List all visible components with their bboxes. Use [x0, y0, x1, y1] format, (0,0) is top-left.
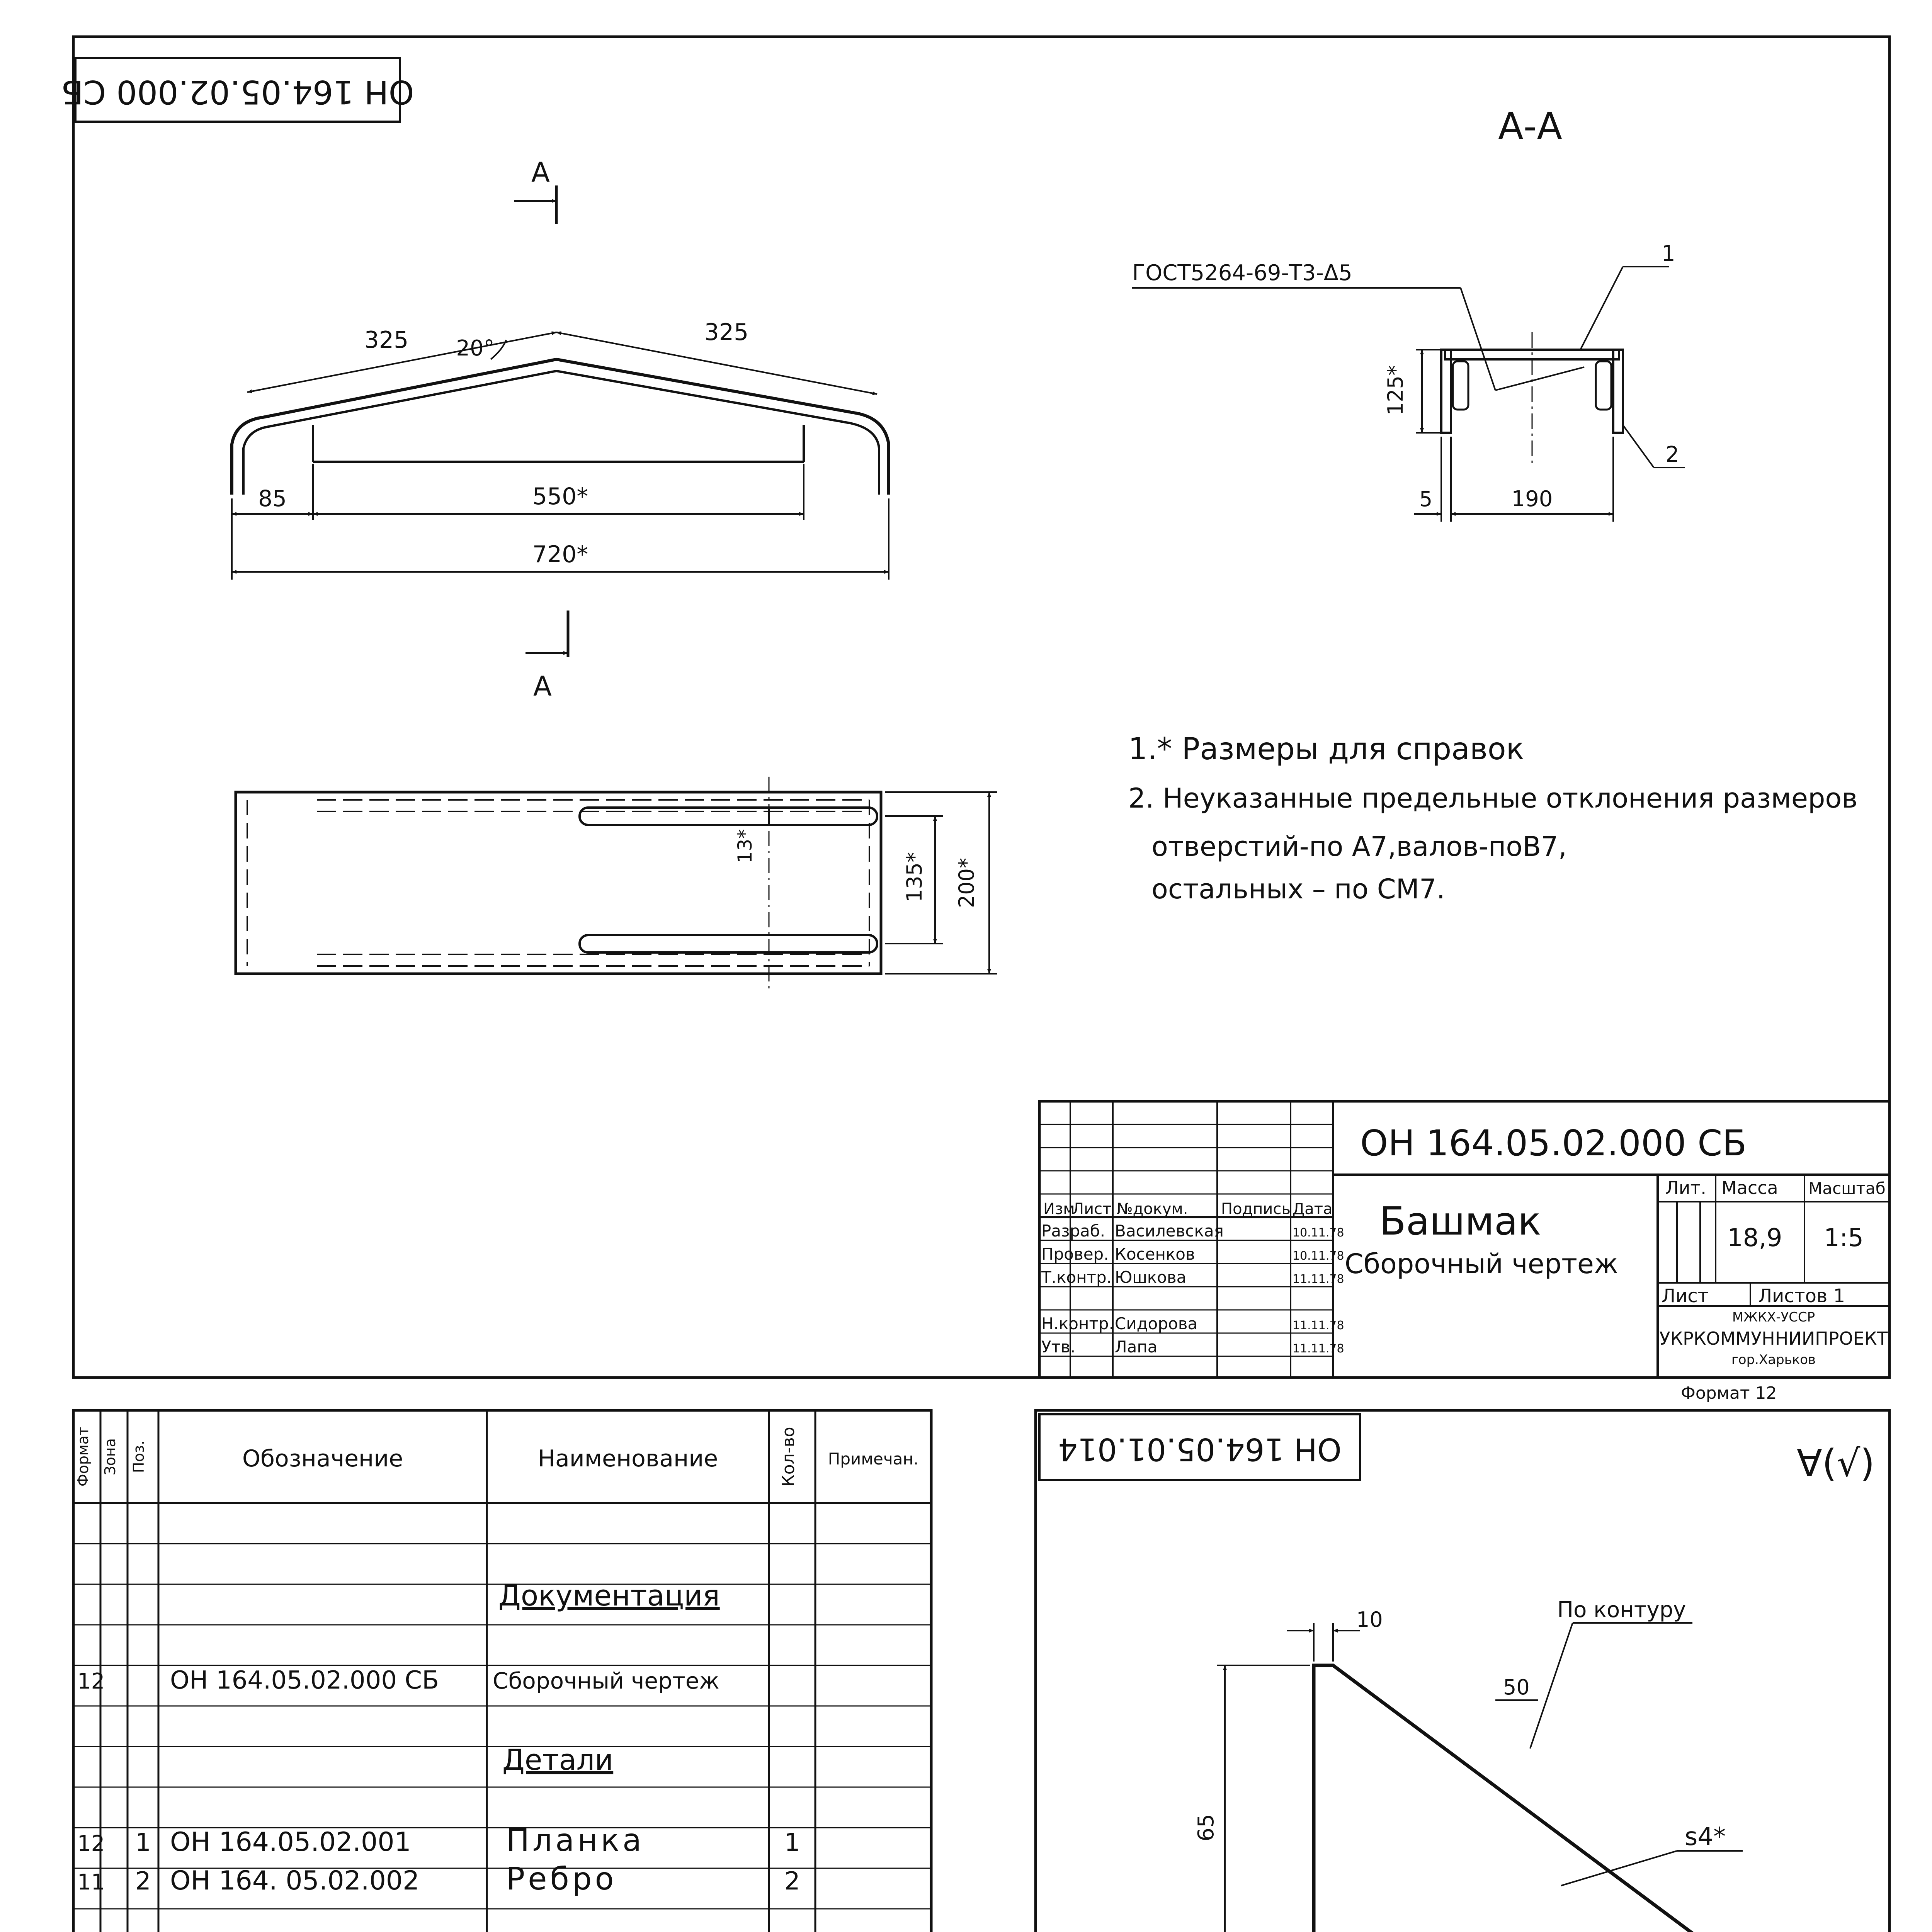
tb-person: Лапа	[1115, 1337, 1158, 1356]
dim-13: 13*	[734, 829, 756, 864]
tb-date: 11.11.78	[1293, 1319, 1344, 1332]
cut-marker-top	[514, 156, 556, 224]
assembly-title-block	[1039, 1101, 1889, 1378]
tb-person: Юшкова	[1115, 1268, 1187, 1287]
tb-person: Василевская	[1115, 1221, 1224, 1240]
tb-sheet-label: Лист	[1662, 1285, 1709, 1307]
tb-role: Т.контр.	[1041, 1268, 1112, 1287]
spec-row-qty: 1	[784, 1828, 800, 1857]
tb-org-3: гор.Харьков	[1731, 1352, 1816, 1367]
dim-50: 50	[1503, 1675, 1530, 1699]
tb-part-name: Башмак	[1379, 1199, 1541, 1244]
callout-1: 1	[1662, 241, 1675, 266]
tb-mass: 18,9	[1727, 1224, 1782, 1252]
tb-hdr-data: Дата	[1293, 1200, 1333, 1218]
spec-doc-format: 12	[77, 1669, 105, 1694]
dim-85: 85	[258, 485, 287, 512]
tb-hdr-list: Лист	[1072, 1200, 1112, 1218]
format-label: Формат 12	[1681, 1383, 1777, 1403]
tb-date: 10.11.78	[1293, 1249, 1344, 1263]
assembly-section-view	[1132, 241, 1685, 522]
dim-10-top: 10	[1356, 1607, 1383, 1632]
cut-marker-bottom	[526, 611, 568, 702]
tb-code: ОН 164.05.02.000 СБ	[1360, 1122, 1747, 1164]
part-stamp-rotated-code: ОН 164.05.01.014	[1058, 1431, 1342, 1468]
spec-hdr-name: Наименование	[537, 1445, 718, 1472]
tb-role: Провер.	[1041, 1245, 1109, 1264]
tb-doc-type: Сборочный чертеж	[1345, 1248, 1619, 1280]
tb-role: Утв.	[1041, 1337, 1076, 1356]
tb-scale-header: Масштаб	[1808, 1179, 1886, 1198]
weld-spec: ГОСТ5264-69-Т3-Δ5	[1132, 260, 1352, 286]
tb-scale: 1:5	[1824, 1224, 1864, 1252]
dim-65: 65	[1194, 1814, 1219, 1842]
tb-date: 11.11.78	[1293, 1272, 1344, 1286]
callout-2: 2	[1665, 442, 1679, 467]
tb-hdr-ndoc: №докум.	[1117, 1200, 1188, 1218]
assembly-note-2-cont1: отверстий-по А7,валов-поВ7,	[1151, 831, 1567, 862]
section-label: А-А	[1498, 105, 1562, 148]
spec-hdr-designation: Обозначение	[242, 1445, 403, 1472]
spec-doc-designation: ОН 164.05.02.000 СБ	[170, 1666, 439, 1695]
assembly-front-view	[232, 319, 889, 580]
assembly-note-2: 2. Неуказанные предельные отклонения размеров	[1128, 782, 1858, 814]
dim-325-right: 325	[704, 319, 749, 346]
part-drawing-panel	[992, 1410, 1901, 1932]
spec-row-name: Планка	[506, 1822, 645, 1858]
tb-person: Косенков	[1115, 1245, 1195, 1264]
dim-190: 190	[1511, 486, 1553, 512]
dim-200: 200*	[954, 857, 979, 908]
spec-row-qty: 2	[784, 1867, 800, 1896]
tb-lit-header: Лит.	[1665, 1177, 1706, 1198]
spec-section-docs: Документация	[498, 1579, 720, 1612]
assembly-frame	[73, 37, 1889, 1378]
spec-hdr-pos: Поз.	[130, 1440, 147, 1473]
assembly-notes	[1128, 732, 1858, 905]
tb-person: Сидорова	[1115, 1314, 1198, 1333]
tb-org-2: УКРКОММУННИИПРОЕКТ	[1659, 1328, 1888, 1349]
spec-hdr-zone: Зона	[102, 1438, 119, 1475]
dim-angle-20: 20°	[456, 336, 495, 361]
spec-row-pos: 2	[135, 1867, 151, 1896]
roughness-symbol: ∀(√)	[1797, 1442, 1875, 1485]
specification-panel	[73, 1410, 931, 1932]
tb-role: Разраб.	[1041, 1221, 1105, 1240]
spec-doc-name: Сборочный чертеж	[493, 1668, 719, 1694]
tb-date: 11.11.78	[1293, 1342, 1344, 1355]
tb-org-1: МЖКХ-УССР	[1732, 1310, 1815, 1325]
spec-hdr-note: Примечан.	[828, 1449, 919, 1468]
spec-row-format: 11	[77, 1870, 105, 1895]
spec-row-format: 12	[77, 1831, 105, 1856]
tb-hdr-izm: Изм	[1043, 1200, 1075, 1218]
rib-geometry	[1194, 1597, 1782, 1932]
assembly-top-view	[236, 777, 997, 993]
spec-row-name: Ребро	[506, 1861, 617, 1897]
spec-row-designation: ОН 164. 05.02.002	[170, 1866, 420, 1896]
spec-hdr-format: Формат	[75, 1427, 92, 1487]
tb-date: 10.11.78	[1293, 1226, 1344, 1240]
spec-row-pos: 1	[135, 1828, 151, 1857]
tb-mass-header: Масса	[1721, 1177, 1778, 1198]
tb-hdr-podp: Подпись	[1221, 1200, 1291, 1218]
dim-720: 720*	[532, 541, 588, 568]
dim-125: 125*	[1383, 365, 1408, 416]
assembly-drawing-panel	[61, 37, 1889, 1403]
spec-hdr-qty: Кол-во	[779, 1427, 798, 1487]
tb-sheets-label: Листов 1	[1758, 1285, 1845, 1307]
dim-550: 550*	[532, 483, 588, 510]
dim-s4: s4*	[1685, 1823, 1726, 1851]
stamp-rotated-code: ОН 164.05.02.000 СБ	[61, 73, 414, 111]
cut-letter-top: А	[531, 156, 550, 188]
dim-135: 135*	[902, 852, 927, 903]
tb-role: Н.контр.	[1041, 1314, 1114, 1333]
assembly-note-2-cont2: остальных – по СМ7.	[1151, 873, 1445, 905]
contour-label: По контуру	[1557, 1597, 1686, 1622]
dim-325-left: 325	[364, 327, 409, 354]
dim-5-section: 5	[1419, 487, 1433, 511]
cut-letter-bottom: А	[533, 670, 552, 702]
assembly-note-1: 1.* Размеры для справок	[1128, 732, 1524, 767]
spec-row-designation: ОН 164.05.02.001	[170, 1827, 411, 1857]
spec-section-parts: Детали	[502, 1743, 614, 1777]
